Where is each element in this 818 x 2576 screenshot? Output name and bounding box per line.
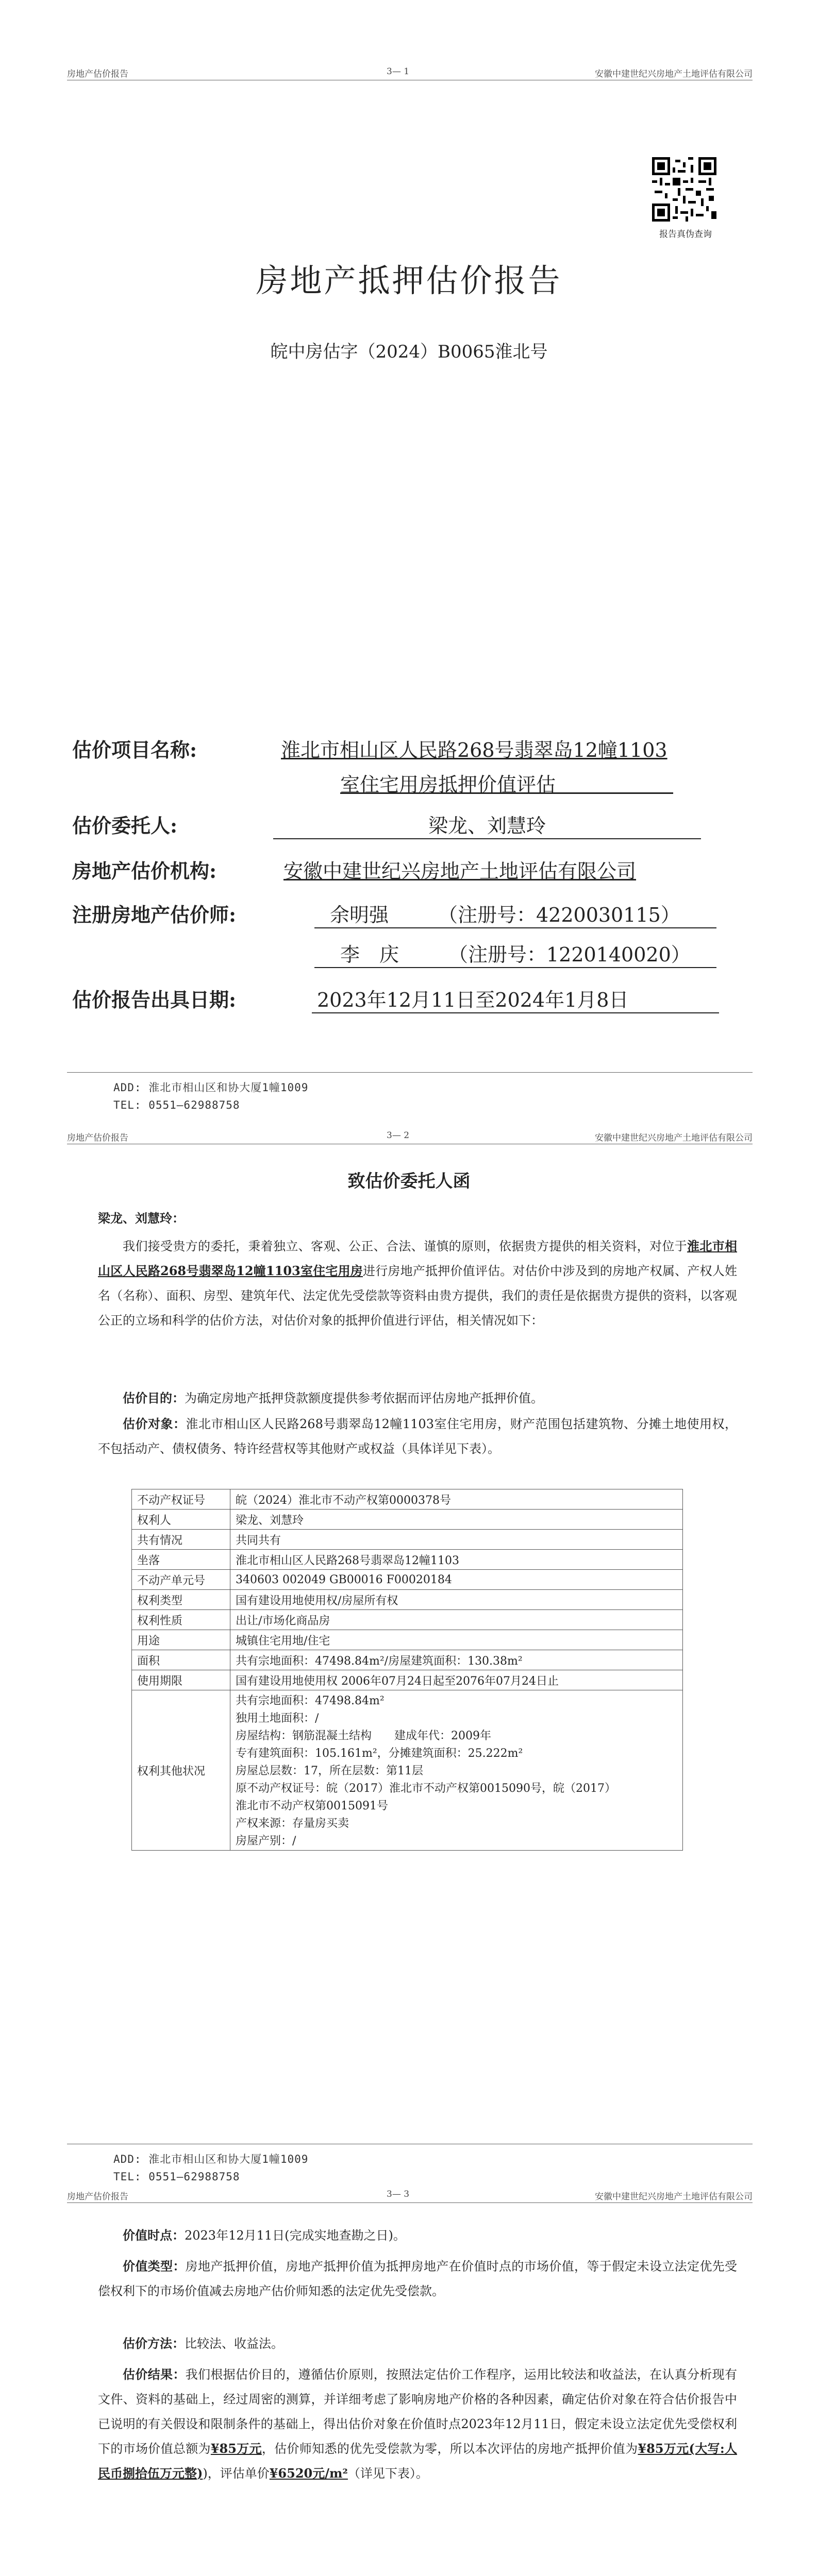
table-row (132, 1610, 683, 1630)
footer-1 (113, 1079, 753, 1111)
row-key: 不动产单元号 (132, 1570, 230, 1590)
salutation: 梁龙、刘慧玲： (98, 1211, 185, 1226)
client-value: 梁龙、刘慧玲 (273, 810, 701, 839)
row-value: 城镇住宅用地/住宅 (230, 1630, 683, 1650)
report-number: 皖中房估字（2024）B0065淮北号 (270, 342, 548, 362)
page-header-3 (67, 2187, 753, 2203)
header-left: 房地产估价报告 (67, 1133, 128, 1143)
row-value: 国有建设用地使用权 2006年07月24日起至2076年07月24日止 (230, 1670, 683, 1690)
row-key: 权利性质 (132, 1610, 230, 1630)
other-status-label: 权利其他状况 (132, 1690, 230, 1851)
report-title: 房地产抵押估价报告 (256, 262, 562, 299)
row-value: 共同共有 (230, 1530, 683, 1550)
footer-addr: ADD: 淮北市相山区和协大厦1幢1009 (113, 2153, 309, 2165)
row-value: 共有宗地面积：47498.84m²/房屋建筑面积：130.38m² (230, 1650, 683, 1670)
page-header-1 (67, 64, 753, 80)
table-row (132, 1590, 683, 1610)
property-table (131, 1489, 683, 1851)
appraiser-label: 注册房地产估价师: (72, 903, 237, 926)
purpose-paragraph: 估价目的：为确定房地产抵押贷款额度提供参考依据而评估房地产抵押价值。 (123, 1391, 543, 1405)
footer-tel: TEL: 0551—62988758 (113, 1099, 240, 1111)
other-status-line: 房屋产别：/ (236, 1835, 296, 1848)
letter-paragraph-1: 我们接受贵方的委托，秉着独立、客观、公正、合法、谨慎的原则，依据贵方提供的相关资料，对位于淮北市相山区人民路268号翡翠岛12幢1103室住宅用房进行房地产抵押价值评估。对估价中涉及到的房地产权属、产权人姓名（名称）、面积、房型、建筑年代、法定优先受偿款等资料由贵方提供，我们的责任是依据贵方提供的资料，以客观公正的立场和科学的估价方法，对估价对象的抵押价值进行评估，相关情况如下： (98, 1239, 738, 1328)
header-company: 安徽中建世纪兴房地产土地评估有限公司 (595, 1133, 753, 1143)
other-status-line: 房屋结构：钢筋混凝土结构 建成年代：2009年 (236, 1730, 491, 1742)
table-row (132, 1670, 683, 1690)
qr-code-icon[interactable] (652, 157, 716, 222)
row-value: 340603 002049 GB00016 F00020184 (230, 1570, 683, 1590)
footer-tel: TEL: 0551—62988758 (113, 2171, 240, 2183)
method-paragraph: 估价方法：比较法、收益法。 (123, 2336, 283, 2351)
table-row (132, 1630, 683, 1650)
table-row (132, 1650, 683, 1670)
row-key: 不动产权证号 (132, 1489, 230, 1510)
org-label: 房地产估价机构: (72, 859, 217, 883)
object-paragraph: 估价对象：淮北市相山区人民路268号翡翠岛12幢1103室住宅用房，财产范围包括建筑物、分摊土地使用权，不包括动产、债权债务、特许经营权等其他财产或权益（具体详见下表）。 (98, 1416, 737, 1456)
other-status-line: 独用土地面积：/ (236, 1712, 319, 1725)
item-value-2: 室住宅用房抵押价值评估 (340, 773, 556, 796)
row-key: 面积 (132, 1650, 230, 1670)
table-row (132, 1550, 683, 1570)
header-page-no: 3— 3 (387, 2189, 410, 2199)
value-date-paragraph: 价值时点：2023年12月11日(完成实地查勘之日)。 (123, 2228, 406, 2243)
other-status-line: 原不动产权证号：皖（2017）淮北市不动产权第0015090号，皖（2017） (236, 1782, 616, 1795)
item-label: 估价项目名称: (72, 738, 197, 761)
appraiser-1: 余明强 （注册号：4220030115） (314, 899, 716, 928)
header-left: 房地产估价报告 (67, 2192, 128, 2202)
qr-caption: 报告真伪查询 (659, 229, 712, 240)
client-label: 估价委托人: (72, 814, 178, 837)
appraiser-2: 李 庆 （注册号：1220140020） (314, 939, 716, 968)
date-label: 估价报告出具日期: (72, 988, 237, 1011)
value-type-paragraph: 价值类型：房地产抵押价值，房地产抵押价值为抵押房地产在价值时点的市场价值，等于假定未设立法定优先受偿权利下的市场价值减去房地产估价师知悉的法定优先受偿款。 (98, 2259, 738, 2298)
page-header-2 (67, 1128, 753, 1144)
item-value-1: 淮北市相山区人民路268号翡翠岛12幢1103 (281, 739, 667, 761)
header-left: 房地产估价报告 (67, 69, 128, 79)
footer-2 (113, 2151, 753, 2183)
table-row (132, 1570, 683, 1590)
row-key: 使用期限 (132, 1670, 230, 1690)
other-status-line: 共有宗地面积：47498.84m² (236, 1694, 385, 1707)
row-value: 皖（2024）淮北市不动产权第0000378号 (230, 1489, 683, 1510)
header-company: 安徽中建世纪兴房地产土地评估有限公司 (595, 69, 753, 79)
row-value: 淮北市相山区人民路268号翡翠岛12幢1103 (230, 1550, 683, 1570)
header-page-no: 3— 2 (387, 1130, 410, 1141)
result-paragraph: 估价结果：我们根据估价目的，遵循估价原则，按照法定估价工作程序，运用比较法和收益法，在认真分析现有文件、资料的基础上，经过周密的测算，并详细考虑了影响房地产价格的各种因素，确定估价对象在符合估价报告中已说明的有关假设和限制条件的基础上，得出估价对象在价值时点2023年12月11日，假定未设立法定优先受偿权利下的市场价值总额为¥85万元，估价师知悉的优先受偿款为零，所以本次评估的房地产抵押价值为¥85万元(大写:人民币捌拾伍万元整))，评估单价¥6520元/m²（详见下表）。 (98, 2367, 738, 2481)
row-key: 权利人 (132, 1510, 230, 1530)
row-key: 权利类型 (132, 1590, 230, 1610)
header-page-no: 3— 1 (387, 66, 410, 77)
row-value: 梁龙、刘慧玲 (230, 1510, 683, 1530)
other-status-line: 专有建筑面积：105.161m²，分摊建筑面积：25.222m² (236, 1747, 523, 1760)
table-row (132, 1489, 683, 1510)
other-status-line: 淮北市不动产权第0015091号 (236, 1800, 388, 1812)
table-row (132, 1510, 683, 1530)
letter-title: 致估价委托人函 (347, 1171, 471, 1192)
row-key: 用途 (132, 1630, 230, 1650)
other-status-line: 房屋总层数：17，所在层数：第11层 (236, 1765, 423, 1777)
table-row (132, 1530, 683, 1550)
row-value: 出让/市场化商品房 (230, 1610, 683, 1630)
row-key: 坐落 (132, 1550, 230, 1570)
other-status-line: 产权来源：存量房买卖 (236, 1817, 349, 1830)
org-value: 安徽中建世纪兴房地产土地评估有限公司 (283, 860, 637, 883)
row-key: 共有情况 (132, 1530, 230, 1550)
header-company: 安徽中建世纪兴房地产土地评估有限公司 (595, 2192, 753, 2202)
row-value: 国有建设用地使用权/房屋所有权 (230, 1590, 683, 1610)
date-value: 2023年12月11日至2024年1月8日 (312, 984, 719, 1013)
other-status-lines (230, 1690, 683, 1851)
footer-addr: ADD: 淮北市相山区和协大厦1幢1009 (113, 1081, 309, 1094)
